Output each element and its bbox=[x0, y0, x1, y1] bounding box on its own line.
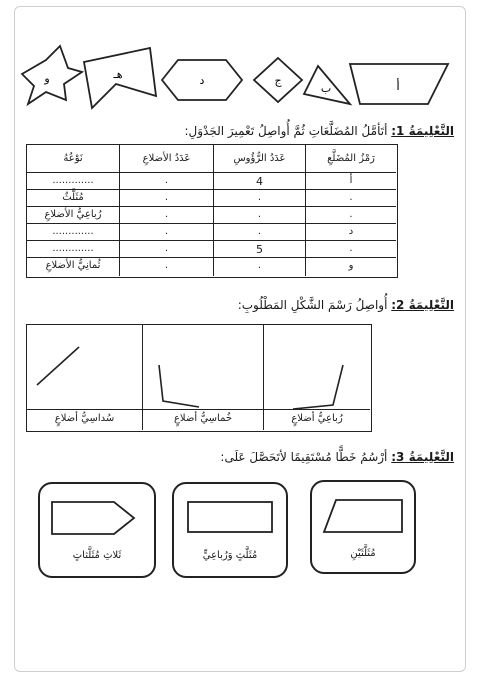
table-cell: . bbox=[164, 226, 169, 237]
table-cell: . bbox=[257, 260, 262, 271]
table-cell: و bbox=[348, 260, 354, 271]
table-cell: . bbox=[349, 192, 353, 203]
shape-waw bbox=[22, 46, 82, 104]
table-cell: . bbox=[164, 175, 169, 186]
rectangle-figure bbox=[188, 502, 272, 532]
caption-triangle-quadrilateral: مُثَلَّثٍ وَرُباعِيٍّ bbox=[202, 550, 258, 561]
table-cell: رُباعِيُّ الأضلاعِ bbox=[44, 209, 102, 220]
task-box-two-triangles bbox=[310, 480, 416, 574]
table-cell: د bbox=[348, 226, 354, 237]
partial-drawings bbox=[27, 325, 370, 409]
table-cell: ............. bbox=[52, 226, 94, 237]
instruction-2-text: أُواصِلُ رَسْمَ الشَّكْلِ المَطْلُوبِ: bbox=[237, 298, 388, 312]
shape-ha-letter: هـ bbox=[113, 68, 123, 81]
table-cell: . bbox=[257, 209, 262, 220]
shape-dal-letter: د bbox=[199, 74, 205, 87]
instruction-1-label: التَّعْلِيمَةُ 1: bbox=[391, 124, 454, 138]
table-cell: . bbox=[164, 192, 169, 203]
drawing-grid bbox=[26, 324, 372, 432]
instruction-2 bbox=[238, 298, 454, 312]
pentagon-start-segments bbox=[159, 365, 199, 407]
shape-waw-letter: و bbox=[44, 72, 50, 85]
header-side-count: عَدَدُ الأضلاعِ bbox=[142, 153, 191, 164]
quadrilateral-figure bbox=[324, 500, 402, 532]
shape-alif-letter: أ bbox=[396, 79, 400, 93]
table-cell: 5 bbox=[256, 243, 263, 256]
quadrilateral-start-segments bbox=[293, 365, 343, 409]
instruction-2-label: التَّعْلِيمَةُ 2: bbox=[391, 298, 454, 312]
table-cell: أ bbox=[349, 175, 353, 186]
caption-three-triangles: ثَلاثِ مُثَلَّثاتٍ bbox=[72, 550, 122, 561]
instruction-3 bbox=[220, 450, 454, 464]
header-polygon-symbol: رَمْزُ المُضَلَّعِ bbox=[327, 153, 375, 164]
instruction-1 bbox=[184, 124, 454, 138]
task-box-three-triangles bbox=[38, 482, 156, 578]
header-type: نَوْعُهُ bbox=[63, 153, 83, 164]
caption-quadrilateral: رُباعِيُّ أضلاعٍ bbox=[291, 413, 343, 424]
caption-two-triangles: مُثَلَّثَيْنِ bbox=[350, 548, 376, 559]
pentagon-figure bbox=[52, 502, 134, 534]
instruction-3-label: التَّعْلِيمَةُ 3: bbox=[391, 450, 454, 464]
table-cell: مُثَلَّثٌ bbox=[62, 192, 84, 203]
hexagon-start-segment bbox=[37, 347, 79, 385]
table-cell: . bbox=[257, 192, 262, 203]
instruction-3-text: أرْسُمُ خَطًّا مُسْتَقِيمًا لأتَحَصَّلَ عَلَى: bbox=[220, 450, 388, 464]
task-box-triangle-quadrilateral bbox=[172, 482, 288, 578]
shape-ba-letter: ب bbox=[320, 82, 332, 95]
shape-jim-letter: ج bbox=[274, 74, 282, 87]
table-cell: 4 bbox=[256, 175, 263, 188]
table-cell: . bbox=[164, 243, 169, 254]
polygon-table bbox=[26, 144, 398, 278]
table-cell: . bbox=[164, 260, 169, 271]
table-cell: . bbox=[349, 209, 353, 220]
instruction-1-text: أتَأمَّلُ المُضَلَّعَاتِ ثُمَّ أُواصِلُ تَعْمِيرَ الجَدْوَلِ: bbox=[184, 124, 388, 138]
polygons-row bbox=[0, 0, 480, 120]
table-cell: ............. bbox=[52, 175, 94, 186]
header-vertex-count: عَدَدُ الرُّؤُوسِ bbox=[233, 153, 286, 164]
caption-pentagon: خُماسِيُّ أضلاعٍ bbox=[173, 413, 233, 424]
table-cell: ............. bbox=[52, 243, 94, 254]
table-cell: . bbox=[349, 243, 353, 254]
table-cell: . bbox=[257, 226, 262, 237]
table-cell: ثُمانِيُّ الأضلاعِ bbox=[45, 260, 101, 271]
caption-hexagon: سُداسِيُّ أضلاعٍ bbox=[54, 413, 115, 424]
table-cell: . bbox=[164, 209, 169, 220]
